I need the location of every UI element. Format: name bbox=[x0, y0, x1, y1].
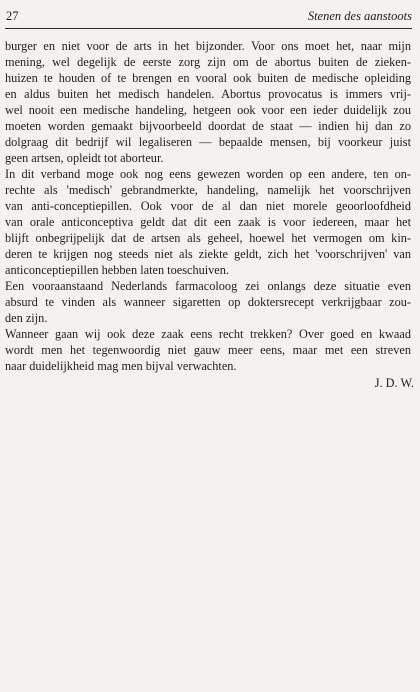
text-line: burger en niet voor de arts in het bijzonder. Voor ons moet het, naar mijn bbox=[5, 39, 411, 53]
text-line: en aldus buiten het medisch handelen. Abortus provocatus is immers vrij- bbox=[5, 87, 411, 101]
text-line: Een vooraanstaand Nederlands farmacoloog zei onlangs deze situatie even bbox=[5, 279, 411, 293]
text-line: geen artsen, opleidt tot aborteur. bbox=[5, 151, 164, 165]
text-line: naar duidelijkheid mag men bijval verwachten. bbox=[5, 359, 237, 373]
text-line: absurd te vinden als wanneer sigaretten op doktersrecept verkrijgbaar zou- bbox=[5, 295, 411, 309]
text-line: blijft onbegrijpelijk dat de artsen als geheel, hoewel het vermogen om kin- bbox=[5, 231, 411, 245]
text-line: wordt men het tegenwoordig niet gauw meer eens, maar met een streven bbox=[5, 343, 411, 357]
article-body bbox=[5, 38, 411, 374]
text-line: van orale anticonceptiva geldt dat dit een zaak is voor iedereen, maar het bbox=[5, 215, 411, 229]
text-line: anticonceptiepillen hebben laten toeschuiven. bbox=[5, 263, 229, 277]
text-line: dolgraag dit bedrijf wil legaliseren — bepaalde mensen, bij voorkeur juist bbox=[5, 135, 411, 149]
text-line: mening, wel degelijk de eerste zorg zijn om de abortus buiten de zieken- bbox=[5, 55, 411, 69]
text-line: rechte als 'medisch' gebrandmerkte, handeling, namelijk het voorschrijven bbox=[5, 183, 411, 197]
text-line: In dit verband moge ook nog eens gewezen worden op een andere, ten on- bbox=[5, 167, 411, 181]
author-signature: J. D. W. bbox=[374, 376, 414, 390]
page-number: 27 bbox=[6, 9, 19, 23]
text-line: huizen te houden of te brengen en vooral ook buiten de medische opleiding bbox=[5, 71, 411, 85]
page-header bbox=[5, 6, 412, 29]
running-title: Stenen des aanstoots bbox=[307, 9, 412, 23]
text-line: deren te krijgen nog steeds niet als ziekte geldt, zich het 'voorschrijven' van bbox=[5, 247, 411, 261]
text-line: Wanneer gaan wij ook deze zaak eens recht trekken? Over goed en kwaad bbox=[5, 327, 411, 341]
text-line: moeten worden gemaakt bijvoorbeeld doordat de staat — indien hij dan zo bbox=[5, 119, 411, 133]
text-line: wel nooit een medische handeling, hetgeen ook voor een ieder duidelijk zou bbox=[5, 103, 411, 117]
text-line: van anti-conceptiepillen. Ook voor de al dan niet morele geoorloofdheid bbox=[5, 199, 411, 213]
text-line: den zijn. bbox=[5, 311, 48, 325]
